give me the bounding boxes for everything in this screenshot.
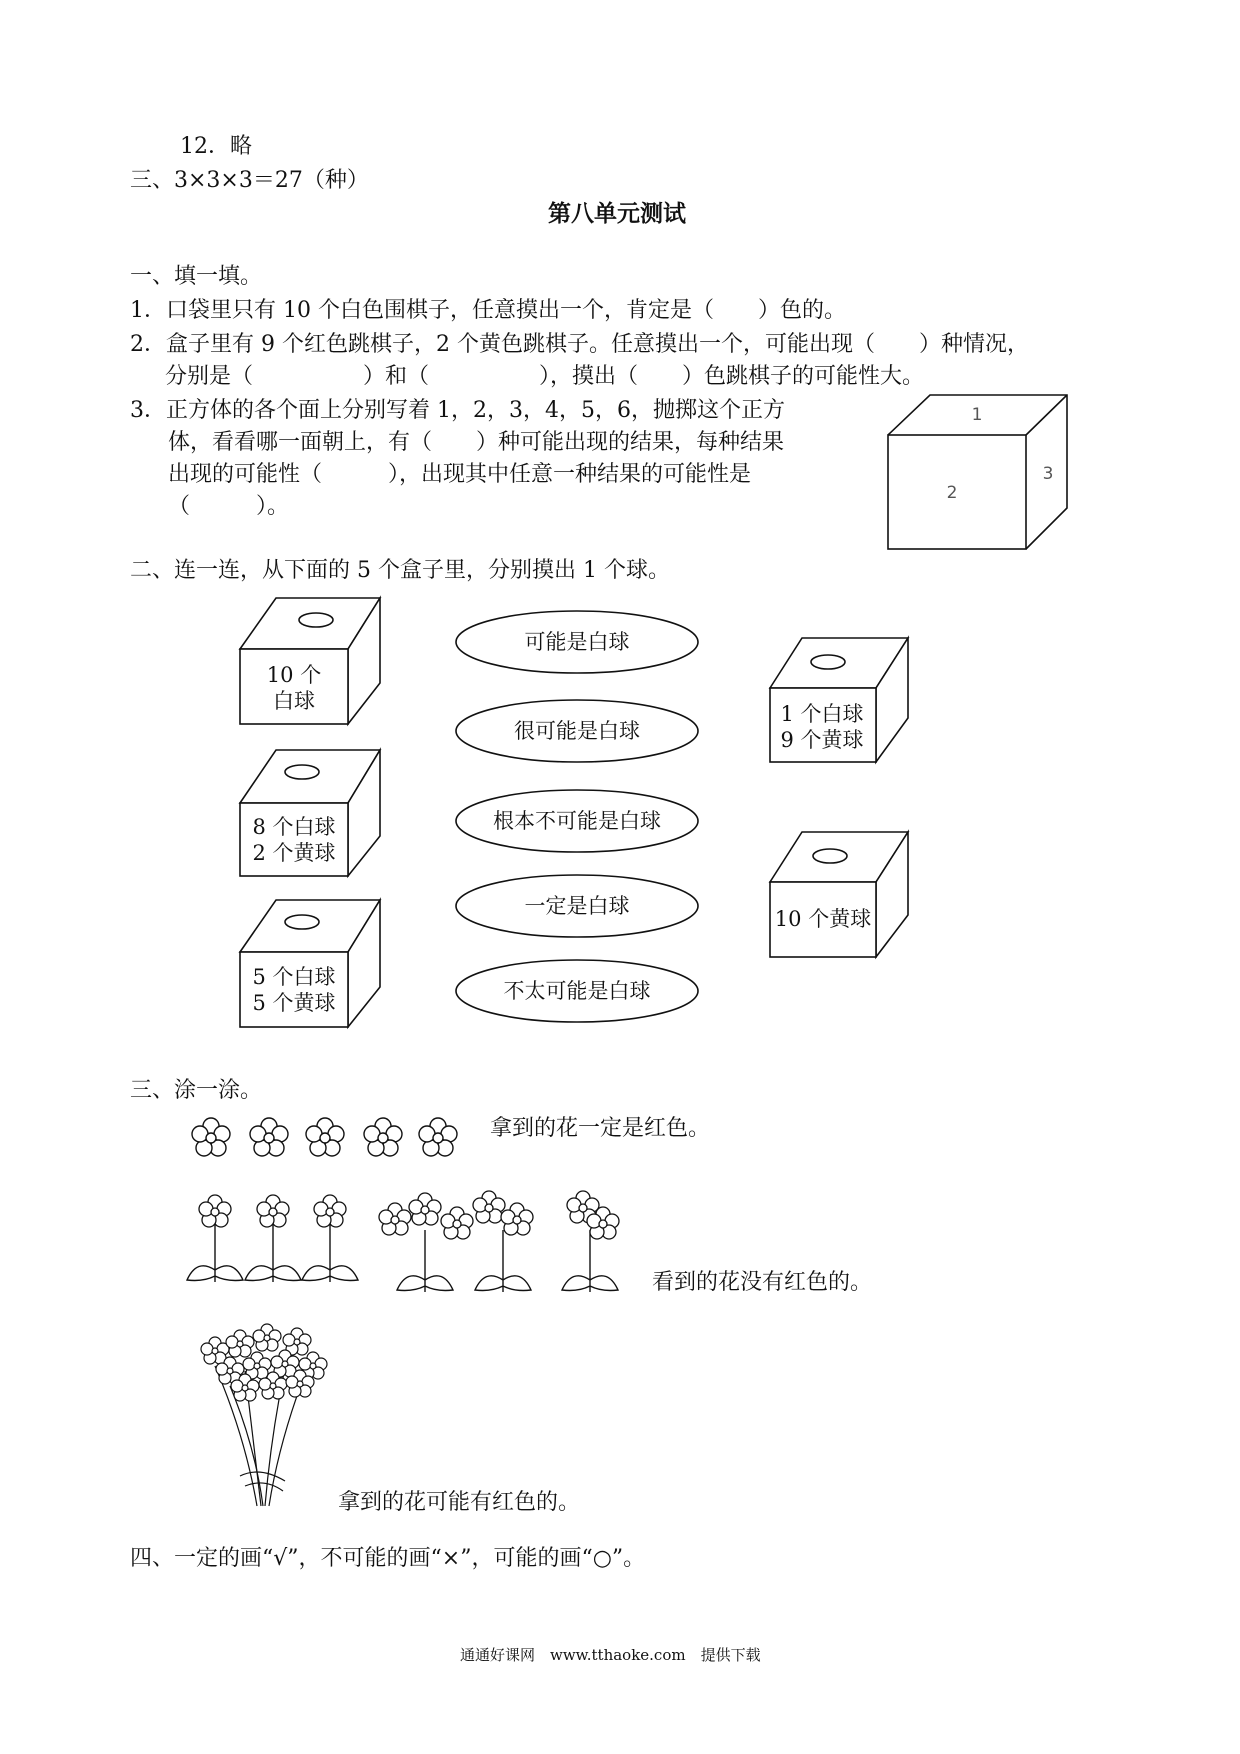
oval-maybe-white bbox=[452, 607, 702, 677]
answer-line-3: 三、3×3×3＝27（种） bbox=[130, 168, 369, 193]
flower-bouquet-icon bbox=[185, 1326, 345, 1511]
section4-heading: 四、一定的画“√”，不可能的画“×”，可能的画“○”。 bbox=[130, 1546, 646, 1571]
caption-maybe-red: 拿到的花可能有红色的。 bbox=[338, 1490, 581, 1515]
section2-heading: 二、连一连，从下面的 5 个盒子里，分别摸出 1 个球。 bbox=[130, 558, 670, 583]
question-3-line3: 出现的可能性（ ），出现其中任意一种结果的可能性是 bbox=[168, 462, 752, 487]
answer-line-12: 12．略 bbox=[180, 134, 252, 159]
box-label-line2: 白球 bbox=[273, 689, 315, 713]
question-3-line1: 3．正方体的各个面上分别写着 1，2，3，4，5，6，抛掷这个正方 bbox=[130, 398, 785, 423]
oval-label: 很可能是白球 bbox=[514, 719, 640, 743]
box-10-white bbox=[238, 594, 388, 734]
flower-head-icon bbox=[192, 1118, 230, 1156]
flower-head-icon bbox=[306, 1118, 344, 1156]
box-label-line1: 10 个 bbox=[266, 663, 322, 687]
flower-icon bbox=[187, 1195, 243, 1282]
box-5-white-5-yellow bbox=[238, 896, 388, 1036]
flower-group-icon bbox=[473, 1191, 533, 1292]
flower-head-icon bbox=[250, 1118, 288, 1156]
box-label-line2: 2 个黄球 bbox=[252, 841, 336, 865]
question-1: 1．口袋里只有 10 个白色围棋子，任意摸出一个，肯定是（ ）色的。 bbox=[130, 298, 846, 323]
cube-face-side: 3 bbox=[1042, 464, 1054, 484]
page-title: 第八单元测试 bbox=[548, 201, 686, 227]
flower-group-icon bbox=[379, 1193, 473, 1292]
box-label-line2: 9 个黄球 bbox=[780, 728, 864, 752]
question-3-line2: 体，看看哪一面朝上，有（ ）种可能出现的结果，每种结果 bbox=[168, 430, 785, 455]
flower-head-icon bbox=[419, 1118, 457, 1156]
oval-label: 根本不可能是白球 bbox=[493, 809, 661, 833]
cube-face-front: 2 bbox=[946, 483, 958, 503]
question-3-line4: （ ）。 bbox=[168, 494, 290, 519]
flower-icon bbox=[245, 1195, 301, 1282]
box-10-yellow bbox=[768, 830, 918, 960]
oval-certainly-white bbox=[452, 871, 702, 941]
flower-heads-row bbox=[185, 1112, 465, 1162]
caption-certainly-red: 拿到的花一定是红色。 bbox=[490, 1116, 711, 1141]
oval-unlikely-white bbox=[452, 956, 702, 1026]
flower-icon bbox=[302, 1195, 358, 1282]
oval-label: 可能是白球 bbox=[524, 630, 630, 654]
oval-very-likely-white bbox=[452, 696, 702, 766]
flower-group-icon bbox=[562, 1191, 619, 1292]
potted-flowers-row bbox=[185, 1190, 625, 1290]
box-label-line1: 8 个白球 bbox=[252, 815, 336, 839]
footer-credit: 通通好课网 www.tthaoke.com 提供下载 bbox=[460, 1646, 761, 1664]
section1-heading: 一、填一填。 bbox=[130, 264, 263, 289]
oval-impossible-white bbox=[452, 786, 702, 856]
section3-heading: 三、涂一涂。 bbox=[130, 1078, 263, 1103]
box-label-line1: 1 个白球 bbox=[780, 702, 864, 726]
caption-no-red: 看到的花没有红色的。 bbox=[652, 1270, 873, 1295]
box-8-white-2-yellow bbox=[238, 746, 388, 886]
cube-face-top: 1 bbox=[971, 405, 983, 425]
box-label-line1: 5 个白球 bbox=[252, 965, 336, 989]
question-2-line2: 分别是（ ）和（ ），摸出（ ）色跳棋子的可能性大。 bbox=[165, 364, 925, 389]
oval-label: 一定是白球 bbox=[524, 894, 630, 918]
cube-figure bbox=[880, 390, 1080, 560]
flower-head-icon bbox=[364, 1118, 402, 1156]
oval-label: 不太可能是白球 bbox=[503, 979, 651, 1003]
box-label-line1: 10 个黄球 bbox=[774, 907, 872, 931]
question-2-line1: 2．盒子里有 9 个红色跳棋子，2 个黄色跳棋子。任意摸出一个，可能出现（ ）种情况， bbox=[130, 332, 1029, 357]
box-1-white-9-yellow bbox=[768, 636, 918, 766]
box-label-line2: 5 个黄球 bbox=[252, 991, 336, 1015]
